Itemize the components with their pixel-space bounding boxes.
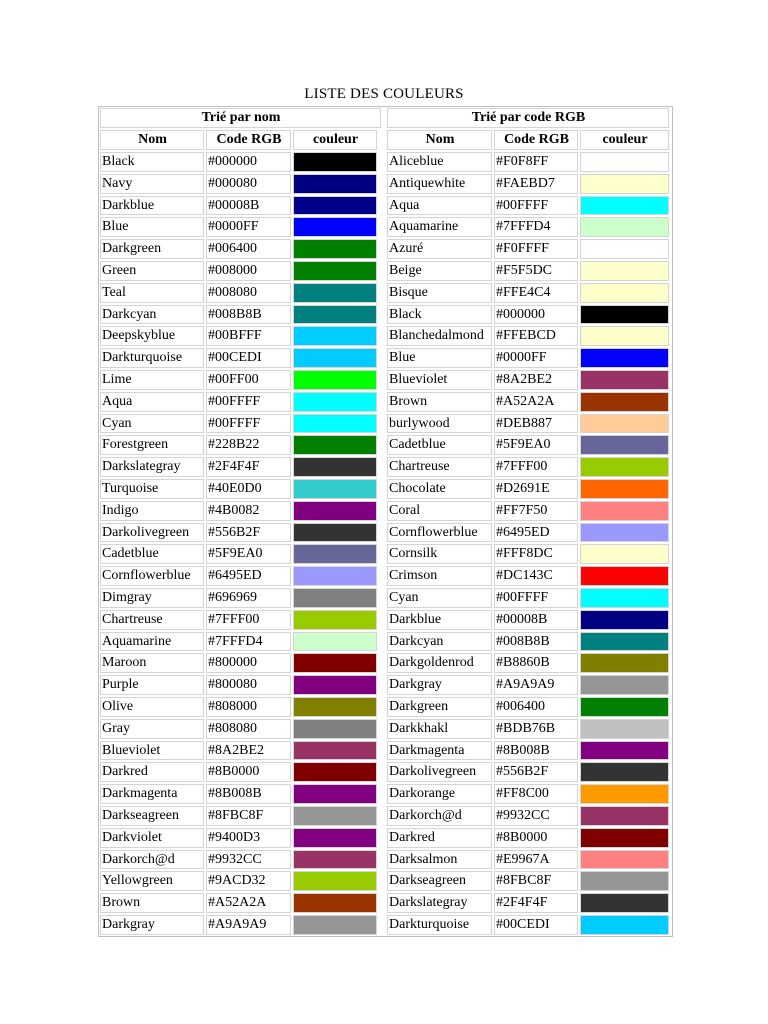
table-row <box>99 783 672 805</box>
left-color-swatch <box>293 893 377 913</box>
left-color-code: #9932CC <box>206 850 291 870</box>
left-color-code: #9400D3 <box>206 828 291 848</box>
right-color-code: #8B0000 <box>494 828 578 848</box>
right-color-name: Darkturquoise <box>387 915 492 935</box>
left-color-swatch <box>293 326 377 346</box>
left-color-name: Lime <box>100 370 204 390</box>
table-row <box>99 173 672 195</box>
left-color-swatch <box>293 719 377 739</box>
right-color-code: #008B8B <box>494 632 578 652</box>
right-color-code: #2F4F4F <box>494 893 578 913</box>
left-color-name: Blue <box>100 217 204 237</box>
left-color-name: Darkseagreen <box>100 806 204 826</box>
right-color-swatch <box>580 893 669 913</box>
right-color-name: Coral <box>387 501 492 521</box>
left-color-code: #8FBC8F <box>206 806 291 826</box>
right-color-swatch <box>580 632 669 652</box>
table-row <box>99 369 672 391</box>
left-color-name: Yellowgreen <box>100 871 204 891</box>
left-color-name: Darkolivegreen <box>100 523 204 543</box>
right-color-name: Cornflowerblue <box>387 523 492 543</box>
right-color-name: Darkcyan <box>387 632 492 652</box>
right-color-code: #D2691E <box>494 479 578 499</box>
right-col-color-header: couleur <box>580 130 669 150</box>
right-color-swatch <box>580 610 669 630</box>
left-color-swatch <box>293 392 377 412</box>
left-color-name: Darkred <box>100 762 204 782</box>
right-color-name: Blue <box>387 348 492 368</box>
table-row <box>99 805 672 827</box>
right-color-code: #B8860B <box>494 653 578 673</box>
right-color-swatch <box>580 828 669 848</box>
right-color-swatch <box>580 588 669 608</box>
table-row <box>99 151 672 173</box>
right-color-swatch <box>580 850 669 870</box>
table-row <box>99 478 672 500</box>
right-color-swatch <box>580 501 669 521</box>
left-color-name: Indigo <box>100 501 204 521</box>
left-color-code: #006400 <box>206 239 291 259</box>
right-color-swatch <box>580 370 669 390</box>
left-color-code: #228B22 <box>206 435 291 455</box>
right-color-code: #8B008B <box>494 741 578 761</box>
left-color-name: Brown <box>100 893 204 913</box>
right-color-swatch <box>580 261 669 281</box>
left-color-swatch <box>293 348 377 368</box>
right-color-swatch <box>580 239 669 259</box>
left-color-name: Darkslategray <box>100 457 204 477</box>
left-color-code: #8A2BE2 <box>206 741 291 761</box>
table-row <box>99 456 672 478</box>
table-row <box>99 413 672 435</box>
left-group-heading: Trié par nom <box>100 108 381 128</box>
right-color-code: #00FFFF <box>494 588 578 608</box>
right-color-swatch <box>580 915 669 935</box>
left-color-swatch <box>293 479 377 499</box>
left-color-name: Teal <box>100 283 204 303</box>
right-color-swatch <box>580 217 669 237</box>
table-row <box>99 914 672 936</box>
right-color-name: Darkgray <box>387 675 492 695</box>
right-color-code: #FF8C00 <box>494 784 578 804</box>
right-color-swatch <box>580 675 669 695</box>
right-color-code: #F0F8FF <box>494 152 578 172</box>
left-color-code: #008B8B <box>206 305 291 325</box>
left-color-name: Gray <box>100 719 204 739</box>
left-color-name: Darkcyan <box>100 305 204 325</box>
right-color-code: #6495ED <box>494 523 578 543</box>
right-color-swatch <box>580 326 669 346</box>
left-color-code: #A9A9A9 <box>206 915 291 935</box>
right-color-code: #9932CC <box>494 806 578 826</box>
right-color-swatch <box>580 653 669 673</box>
left-color-name: Chartreuse <box>100 610 204 630</box>
right-color-name: Antiquewhite <box>387 174 492 194</box>
left-color-swatch <box>293 544 377 564</box>
left-color-swatch <box>293 871 377 891</box>
right-color-name: Darkseagreen <box>387 871 492 891</box>
right-color-code: #8FBC8F <box>494 871 578 891</box>
table-row <box>99 609 672 631</box>
left-col-code-header: Code RGB <box>206 130 291 150</box>
right-color-code: #7FFF00 <box>494 457 578 477</box>
left-color-swatch <box>293 784 377 804</box>
right-color-code: #006400 <box>494 697 578 717</box>
left-color-swatch <box>293 697 377 717</box>
table-row <box>99 696 672 718</box>
left-color-name: Darkorch@d <box>100 850 204 870</box>
left-color-name: Darkviolet <box>100 828 204 848</box>
table-row <box>99 347 672 369</box>
right-color-swatch <box>580 806 669 826</box>
right-color-name: Chartreuse <box>387 457 492 477</box>
right-color-swatch <box>580 741 669 761</box>
table-row <box>99 282 672 304</box>
right-color-code: #F5F5DC <box>494 261 578 281</box>
left-color-swatch <box>293 435 377 455</box>
right-color-code: #00FFFF <box>494 196 578 216</box>
right-color-swatch <box>580 719 669 739</box>
right-color-swatch <box>580 152 669 172</box>
right-color-code: #DC143C <box>494 566 578 586</box>
left-color-swatch <box>293 915 377 935</box>
table-row <box>99 892 672 914</box>
right-color-swatch <box>580 414 669 434</box>
left-color-swatch <box>293 457 377 477</box>
right-color-code: #DEB887 <box>494 414 578 434</box>
table-row <box>99 587 672 609</box>
left-color-swatch <box>293 741 377 761</box>
right-color-swatch <box>580 871 669 891</box>
left-color-code: #7FFF00 <box>206 610 291 630</box>
left-color-swatch <box>293 806 377 826</box>
right-color-swatch <box>580 457 669 477</box>
left-color-swatch <box>293 305 377 325</box>
left-color-code: #00FFFF <box>206 414 291 434</box>
left-color-swatch <box>293 261 377 281</box>
right-color-code: #5F9EA0 <box>494 435 578 455</box>
left-color-code: #008080 <box>206 283 291 303</box>
left-color-swatch <box>293 523 377 543</box>
right-color-name: Darkgoldenrod <box>387 653 492 673</box>
right-color-name: Blanchedalmond <box>387 326 492 346</box>
right-color-swatch <box>580 762 669 782</box>
left-col-color-header: couleur <box>293 130 377 150</box>
right-color-name: Beige <box>387 261 492 281</box>
right-color-swatch <box>580 196 669 216</box>
right-color-code: #000000 <box>494 305 578 325</box>
right-color-swatch <box>580 392 669 412</box>
left-color-name: Forestgreen <box>100 435 204 455</box>
right-color-name: Darksalmon <box>387 850 492 870</box>
left-color-swatch <box>293 588 377 608</box>
table-row <box>99 500 672 522</box>
right-color-name: Darkblue <box>387 610 492 630</box>
right-color-name: Cyan <box>387 588 492 608</box>
table-row <box>99 391 672 413</box>
right-color-code: #F0FFFF <box>494 239 578 259</box>
left-color-code: #8B0000 <box>206 762 291 782</box>
right-color-code: #FFE4C4 <box>494 283 578 303</box>
right-color-swatch <box>580 523 669 543</box>
left-color-code: #808000 <box>206 697 291 717</box>
left-color-code: #00CEDI <box>206 348 291 368</box>
right-color-swatch <box>580 283 669 303</box>
right-color-name: Cadetblue <box>387 435 492 455</box>
left-color-code: #00BFFF <box>206 326 291 346</box>
right-color-swatch <box>580 348 669 368</box>
left-color-swatch <box>293 632 377 652</box>
left-color-code: #800000 <box>206 653 291 673</box>
right-color-code: #E9967A <box>494 850 578 870</box>
left-color-swatch <box>293 174 377 194</box>
left-color-code: #5F9EA0 <box>206 544 291 564</box>
right-color-code: #8A2BE2 <box>494 370 578 390</box>
left-color-swatch <box>293 850 377 870</box>
left-color-name: Darkgray <box>100 915 204 935</box>
right-color-swatch <box>580 784 669 804</box>
right-color-name: Black <box>387 305 492 325</box>
left-color-swatch <box>293 566 377 586</box>
right-color-code: #A52A2A <box>494 392 578 412</box>
group-header-row <box>99 107 672 129</box>
right-color-code: #BDB76B <box>494 719 578 739</box>
left-color-swatch <box>293 762 377 782</box>
right-color-code: #00008B <box>494 610 578 630</box>
right-color-swatch <box>580 174 669 194</box>
left-color-swatch <box>293 414 377 434</box>
right-color-code: #FF7F50 <box>494 501 578 521</box>
left-color-name: Darkturquoise <box>100 348 204 368</box>
right-color-swatch <box>580 544 669 564</box>
left-color-name: Blueviolet <box>100 741 204 761</box>
right-color-name: Cornsilk <box>387 544 492 564</box>
right-color-code: #0000FF <box>494 348 578 368</box>
left-color-swatch <box>293 828 377 848</box>
left-color-swatch <box>293 217 377 237</box>
right-color-name: Aliceblue <box>387 152 492 172</box>
table-row <box>99 195 672 217</box>
left-color-swatch <box>293 370 377 390</box>
right-color-name: Aquamarine <box>387 217 492 237</box>
right-color-name: Bisque <box>387 283 492 303</box>
left-color-code: #7FFFD4 <box>206 632 291 652</box>
right-color-name: Darkmagenta <box>387 741 492 761</box>
right-color-name: Darkslategray <box>387 893 492 913</box>
right-color-name: Brown <box>387 392 492 412</box>
left-color-code: #000000 <box>206 152 291 172</box>
left-color-code: #008000 <box>206 261 291 281</box>
right-color-name: Darkred <box>387 828 492 848</box>
table-row <box>99 238 672 260</box>
table-row <box>99 674 672 696</box>
left-color-name: Black <box>100 152 204 172</box>
left-color-swatch <box>293 501 377 521</box>
left-color-code: #9ACD32 <box>206 871 291 891</box>
left-col-name-header: Nom <box>100 130 204 150</box>
left-color-name: Turquoise <box>100 479 204 499</box>
table-row <box>99 761 672 783</box>
left-color-name: Purple <box>100 675 204 695</box>
left-color-name: Green <box>100 261 204 281</box>
left-color-name: Aqua <box>100 392 204 412</box>
left-color-code: #2F4F4F <box>206 457 291 477</box>
left-color-name: Cornflowerblue <box>100 566 204 586</box>
table-row <box>99 718 672 740</box>
left-color-swatch <box>293 239 377 259</box>
right-color-code: #FFEBCD <box>494 326 578 346</box>
right-color-name: Darkorange <box>387 784 492 804</box>
table-row <box>99 325 672 347</box>
right-color-name: Darkgreen <box>387 697 492 717</box>
table-row <box>99 870 672 892</box>
table-row <box>99 631 672 653</box>
left-color-code: #6495ED <box>206 566 291 586</box>
left-color-code: #4B0082 <box>206 501 291 521</box>
left-color-code: #00FF00 <box>206 370 291 390</box>
left-color-swatch <box>293 196 377 216</box>
left-color-name: Cadetblue <box>100 544 204 564</box>
left-color-swatch <box>293 283 377 303</box>
right-color-swatch <box>580 697 669 717</box>
left-color-name: Navy <box>100 174 204 194</box>
right-color-name: Darkkhakl <box>387 719 492 739</box>
left-color-name: Maroon <box>100 653 204 673</box>
table-row <box>99 260 672 282</box>
right-color-code: #FFF8DC <box>494 544 578 564</box>
left-color-name: Deepskyblue <box>100 326 204 346</box>
table-row <box>99 827 672 849</box>
table-row <box>99 652 672 674</box>
right-color-code: #556B2F <box>494 762 578 782</box>
right-color-code: #A9A9A9 <box>494 675 578 695</box>
right-color-code: #7FFFD4 <box>494 217 578 237</box>
left-color-name: Olive <box>100 697 204 717</box>
right-color-code: #FAEBD7 <box>494 174 578 194</box>
left-color-name: Aquamarine <box>100 632 204 652</box>
table-row <box>99 565 672 587</box>
right-color-swatch <box>580 305 669 325</box>
left-color-name: Darkmagenta <box>100 784 204 804</box>
left-color-name: Darkgreen <box>100 239 204 259</box>
right-col-name-header: Nom <box>387 130 492 150</box>
table-row <box>99 543 672 565</box>
right-color-name: Darkorch@d <box>387 806 492 826</box>
left-color-name: Cyan <box>100 414 204 434</box>
right-col-code-header: Code RGB <box>494 130 578 150</box>
left-color-name: Dimgray <box>100 588 204 608</box>
left-color-swatch <box>293 675 377 695</box>
left-color-code: #00FFFF <box>206 392 291 412</box>
right-group-heading: Trié par code RGB <box>387 108 669 128</box>
table-row <box>99 522 672 544</box>
document-title: LISTE DES COULEURS <box>304 86 464 102</box>
right-color-swatch <box>580 435 669 455</box>
right-color-name: Crimson <box>387 566 492 586</box>
left-color-code: #556B2F <box>206 523 291 543</box>
right-color-name: Azuré <box>387 239 492 259</box>
column-header-row <box>99 129 672 151</box>
left-color-name: Darkblue <box>100 196 204 216</box>
left-color-code: #808080 <box>206 719 291 739</box>
left-color-swatch <box>293 610 377 630</box>
table-body <box>99 151 672 936</box>
left-color-code: #00008B <box>206 196 291 216</box>
right-color-swatch <box>580 479 669 499</box>
right-color-code: #00CEDI <box>494 915 578 935</box>
table-row <box>99 434 672 456</box>
left-color-code: #A52A2A <box>206 893 291 913</box>
left-color-swatch <box>293 653 377 673</box>
left-color-code: #000080 <box>206 174 291 194</box>
right-color-name: Blueviolet <box>387 370 492 390</box>
right-color-name: Darkolivegreen <box>387 762 492 782</box>
right-color-swatch <box>580 566 669 586</box>
table-row <box>99 740 672 762</box>
table-row <box>99 304 672 326</box>
table-row <box>99 216 672 238</box>
color-table <box>98 106 673 937</box>
left-color-code: #800080 <box>206 675 291 695</box>
left-color-swatch <box>293 152 377 172</box>
table-row <box>99 849 672 871</box>
left-color-code: #0000FF <box>206 217 291 237</box>
left-color-code: #40E0D0 <box>206 479 291 499</box>
left-color-code: #8B008B <box>206 784 291 804</box>
left-color-code: #696969 <box>206 588 291 608</box>
right-color-name: burlywood <box>387 414 492 434</box>
right-color-name: Chocolate <box>387 479 492 499</box>
right-color-name: Aqua <box>387 196 492 216</box>
